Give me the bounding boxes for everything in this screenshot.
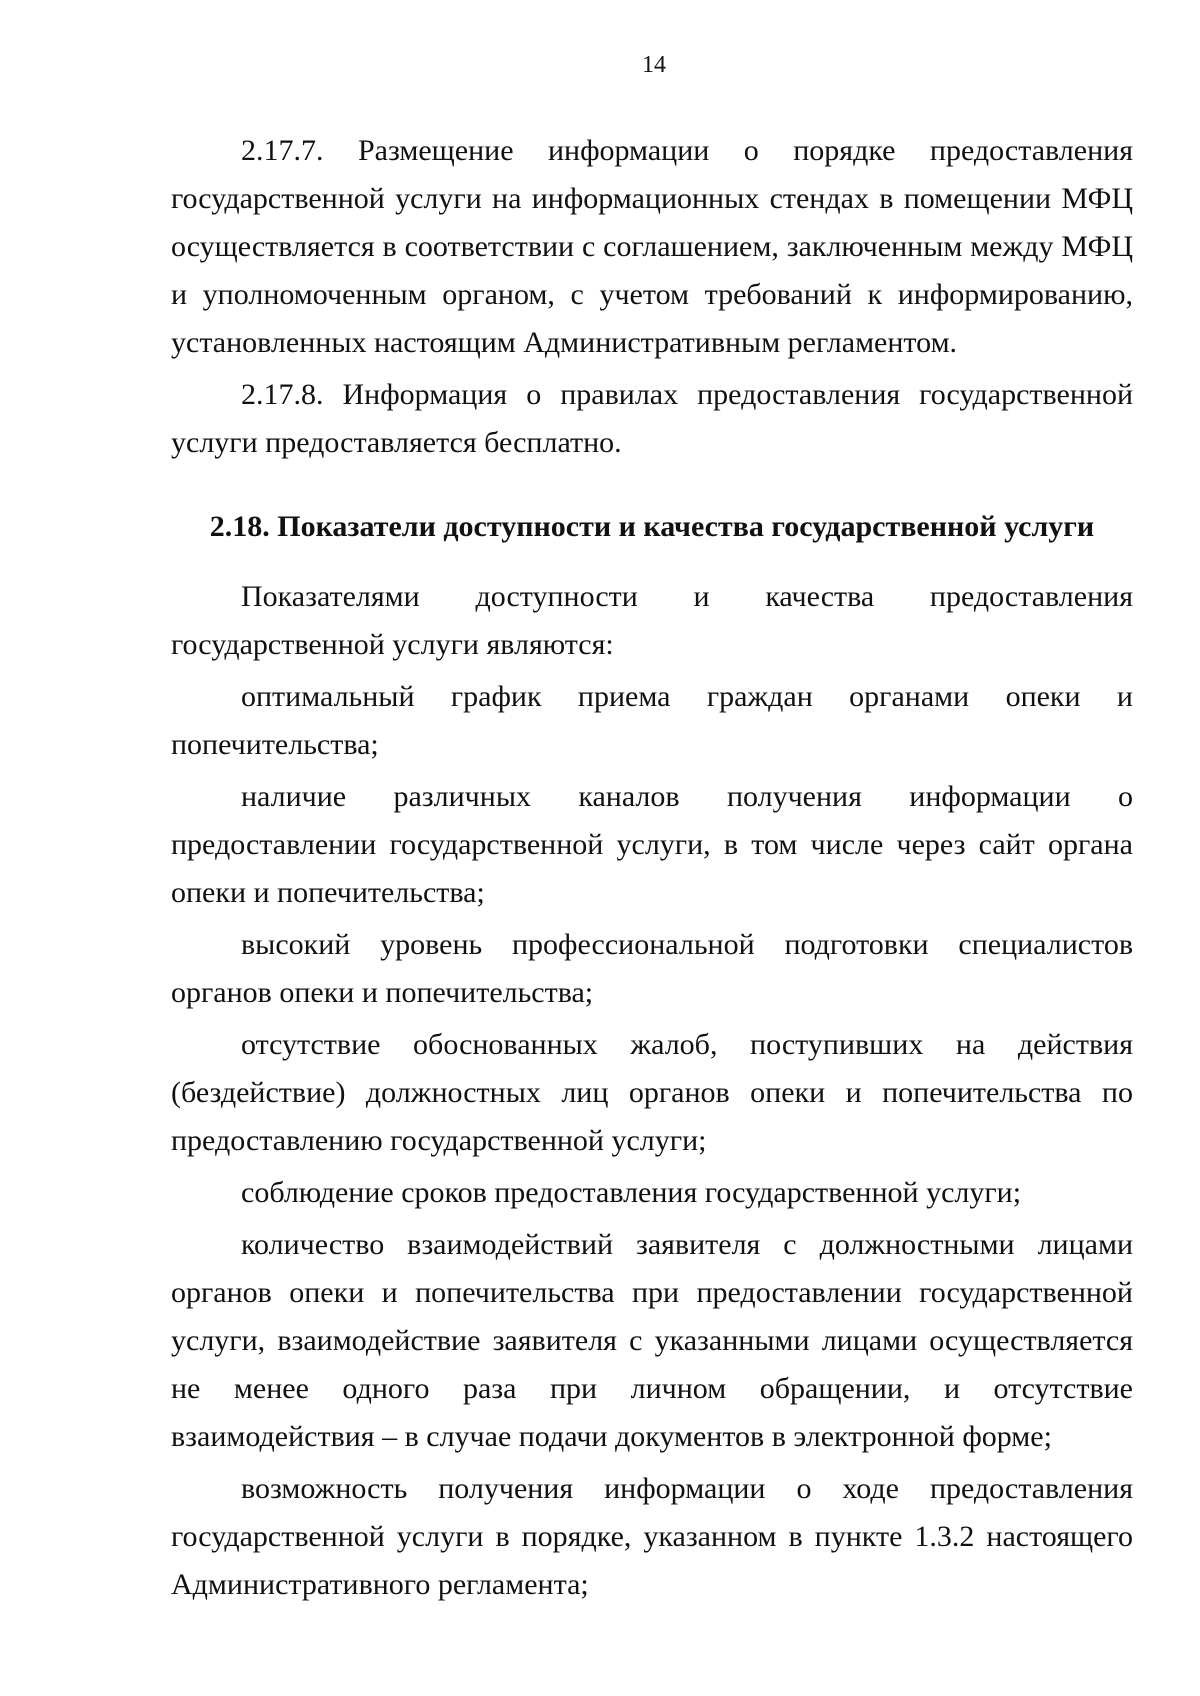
paragraph-2-17-7: 2.17.7. Размещение информации о порядке предоставления государственной услуги на информационных стендах в помещении МФЦ осуществляется в соответствии с соглашением, заключенным между МФЦ и уполномоченным органом, с учетом требований к информированию, установленных настоящим Административным регламентом. [171, 134, 1133, 359]
list-item-schedule: оптимальный график приема граждан органами опеки и попечительства; [171, 680, 1133, 761]
section-heading-2-18: 2.18. Показатели доступности и качества государственной услуги [209, 510, 1095, 543]
page-number: 14 [642, 52, 666, 78]
paragraph-2-17-8: 2.17.8. Информация о правилах предоставления государственной услуги предоставляется бесплатно. [171, 378, 1133, 459]
document-body [171, 127, 1133, 1609]
list-item-progress-info: возможность получения информации о ходе предоставления государственной услуги в порядке, указанном в пункте 1.3.2 настоящего Административного регламента; [171, 1472, 1133, 1601]
list-item-channels: наличие различных каналов получения информации о предоставлении государственной услуги, в том числе через сайт органа опеки и попечительства; [171, 780, 1133, 909]
list-item-complaints: отсутствие обоснованных жалоб, поступивших на действия (бездействие) должностных лиц органов опеки и попечительства по предоставлению государственной услуги; [171, 1028, 1133, 1157]
list-item-qualification: высокий уровень профессиональной подготовки специалистов органов опеки и попечительства; [171, 928, 1133, 1009]
list-item-interactions: количество взаимодействий заявителя с должностными лицами органов опеки и попечительства при предоставлении государственной услуги, взаимодействие заявителя с указанными лицами осуществляется не менее одного раза при личном обращении, и отсутствие взаимодействия – в случае подачи документов в электронной форме; [171, 1228, 1133, 1453]
paragraph-intro: Показателями доступности и качества предоставления государственной услуги являются: [171, 580, 1133, 661]
list-item-deadlines: соблюдение сроков предоставления государственной услуги; [241, 1176, 1022, 1209]
